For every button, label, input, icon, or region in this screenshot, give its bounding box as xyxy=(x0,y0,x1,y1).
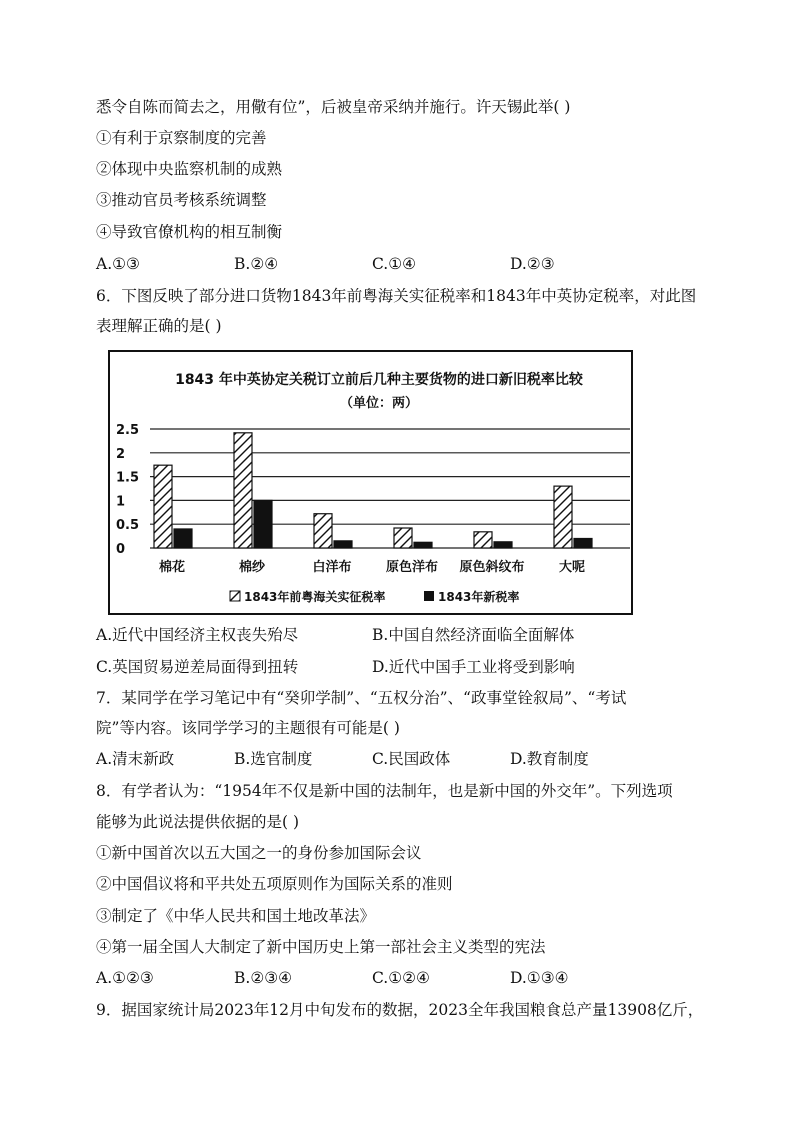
q9-stem-line-1: 9．据国家统计局2023年12月中旬发布的数据，2023全年我国粮食总产量13908亿斤， xyxy=(96,1001,704,1019)
q5-option-a: A.①③ xyxy=(96,255,140,273)
y-tick-label: 2 xyxy=(116,446,126,462)
tax-rate-chart-svg xyxy=(110,352,631,613)
y-tick-label: 0.5 xyxy=(116,518,140,534)
q6-option-d: D.近代中国手工业将受到影响 xyxy=(372,658,575,676)
bar-new-rate xyxy=(494,542,512,548)
bar-new-rate xyxy=(574,538,592,548)
legend-swatch-solid xyxy=(424,591,434,601)
q8-stem-line-1: 8．有学者认为：“1954年不仅是新中国的法制年，也是新中国的外交年”。下列选项 xyxy=(96,782,673,800)
chart-title: 1843 年中英协定关税订立前后几种主要货物的进口新旧税率比较 xyxy=(175,372,583,388)
q7-option-d: D.教育制度 xyxy=(510,750,589,768)
q6-option-a: A.近代中国经济主权丧失殆尽 xyxy=(96,626,299,644)
q8-option-c: C.①②④ xyxy=(372,969,430,987)
bar-new-rate xyxy=(414,542,432,548)
x-category-label: 原色斜纹布 xyxy=(459,560,525,575)
bar-new-rate xyxy=(334,541,352,548)
q8-item-1: ①新中国首次以五大国之一的身份参加国际会议 xyxy=(96,844,422,862)
bar-old-rate xyxy=(474,532,492,548)
y-tick-label: 1.5 xyxy=(116,470,140,486)
tax-rate-chart xyxy=(108,350,633,615)
legend-label-new-rate: 1843年新税率 xyxy=(438,590,520,604)
bar-new-rate xyxy=(174,529,192,548)
x-category-label: 原色洋布 xyxy=(385,560,439,575)
y-tick-label: 0 xyxy=(116,542,126,557)
y-tick-label: 2.5 xyxy=(116,423,140,438)
bar-old-rate xyxy=(154,465,172,548)
q5-item-1: ①有利于京察制度的完善 xyxy=(96,129,267,147)
x-category-label: 棉花 xyxy=(158,560,186,575)
x-category-label: 大呢 xyxy=(558,560,586,575)
legend-label-old-rate: 1843年前粤海关实征税率 xyxy=(244,590,386,604)
q6-option-b: B.中国自然经济面临全面解体 xyxy=(372,626,575,644)
x-category-label: 棉纱 xyxy=(238,560,266,575)
q5-option-b: B.②④ xyxy=(234,255,279,273)
q7-option-b: B.选官制度 xyxy=(234,750,313,768)
q7-option-c: C.民国政体 xyxy=(372,750,451,768)
q6-stem-line-1: 6．下图反映了部分进口货物1843年前粤海关实征税率和1843年中英协定税率，对此图 xyxy=(96,287,697,305)
q5-item-2: ②体现中央监察机制的成熟 xyxy=(96,160,283,178)
q8-item-4: ④第一届全国人大制定了新中国历史上第一部社会主义类型的宪法 xyxy=(96,938,546,956)
q8-stem-line-2: 能够为此说法提供依据的是( ) xyxy=(96,813,300,831)
q5-item-3: ③推动官员考核系统调整 xyxy=(96,191,267,209)
x-category-label: 白洋布 xyxy=(312,560,352,575)
bar-old-rate xyxy=(314,514,332,548)
y-tick-label: 1 xyxy=(116,494,126,510)
q5-option-d: D.②③ xyxy=(510,255,555,273)
q5-option-c: C.①④ xyxy=(372,255,417,273)
q7-option-a: A.清末新政 xyxy=(96,750,175,768)
chart-legend xyxy=(230,589,519,604)
q5-stem-tail: 悉令自陈而简去之，用儆有位”，后被皇帝采纳并施行。许天锡此举( ) xyxy=(96,98,571,116)
q8-option-b: B.②③④ xyxy=(234,969,293,987)
legend-swatch-hatched xyxy=(230,591,240,601)
q6-stem-line-2: 表理解正确的是( ) xyxy=(96,317,222,335)
bar-new-rate xyxy=(254,500,272,548)
q8-option-d: D.①③④ xyxy=(510,969,569,987)
q7-stem-line-2: 院”等内容。该同学学习的主题很有可能是( ) xyxy=(96,719,400,737)
chart-subtitle: （单位：两） xyxy=(339,396,419,411)
q5-item-4: ④导致官僚机构的相互制衡 xyxy=(96,223,283,241)
q8-item-3: ③制定了《中华人民共和国土地改革法》 xyxy=(96,907,376,925)
q6-option-c: C.英国贸易逆差局面得到扭转 xyxy=(96,658,299,676)
q8-option-a: A.①②③ xyxy=(96,969,154,987)
bar-old-rate xyxy=(394,528,412,548)
bar-old-rate xyxy=(554,486,572,548)
bar-old-rate xyxy=(234,433,252,548)
q7-stem-line-1: 7．某同学在学习笔记中有“癸卯学制”、“五权分治”、“政事堂铨叙局”、“考试 xyxy=(96,689,627,707)
q8-item-2: ②中国倡议将和平共处五项原则作为国际关系的准则 xyxy=(96,875,453,893)
